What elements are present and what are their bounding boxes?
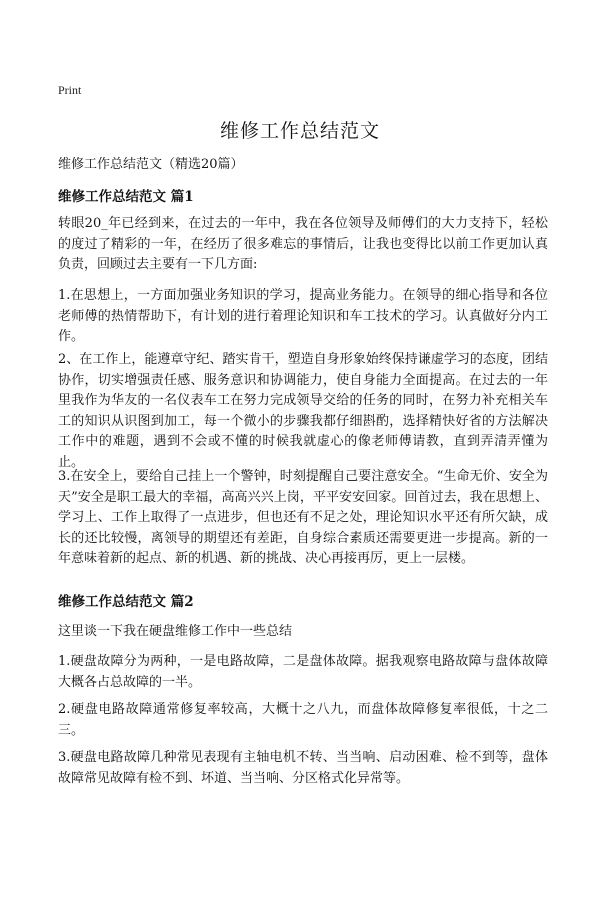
paragraph: 3.在安全上，要给自己挂上一个警钟，时刻提醒自己要注意安全。“生命无价、安全为天”安全是职工最大的幸福，高高兴兴上岗，平平安安回家。回首过去，我在思想上、学习上、工作上取得了一点进步，但也还有不足之处，理论知识水平还有所欠缺，成长的还比较慢，离领导的期望还有差距，自身综合素质还需要更进一步提高。新的一年意味着新的起点、新的机遇、新的挑战、决心再接再厉，更上一层楼。 <box>58 469 548 566</box>
paragraph: 转眼20_年已经到来，在过去的一年中，我在各位领导及师傅们的大力支持下，轻松的度过了精彩的一年，在经历了很多难忘的事情后，让我也变得比以前工作更加认真负责，回顾过去主要有一下几方面: <box>58 216 548 272</box>
paragraph: 这里谈一下我在硬盘维修工作中一些总结 <box>58 624 293 639</box>
print-link[interactable]: Print <box>58 83 82 97</box>
section-heading-2: 维修工作总结范文 篇2 <box>58 594 194 610</box>
paragraph: 3.硬盘电路故障几种常见表现有主轴电机不转、当当响、启动困难、检不到等，盘体故障常见故障有检不到、坏道、当当响、分区格式化异常等。 <box>58 750 548 786</box>
paragraph: 1.硬盘故障分为两种，一是电路故障，二是盘体故障。据我观察电路故障与盘体故障大概各占总故障的一半。 <box>58 654 548 690</box>
document-subtitle: 维修工作总结范文（精选20篇） <box>58 157 244 172</box>
document-title: 维修工作总结范文 <box>219 120 380 142</box>
paragraph: 2.硬盘电路故障通常修复率较高，大概十之八九，而盘体故障修复率很低，十之二三。 <box>58 702 548 738</box>
section-heading-1: 维修工作总结范文 篇1 <box>58 189 194 205</box>
paragraph: 2、在工作上，能遵章守纪、踏实肯干，塑造自身形象始终保持谦虚学习的态度，团结协作，切实增强责任感、服务意识和协调能力，使自身能力全面提高。在过去的一年里我作为华友的一名仪表车工在努力完成领导交给的任务的同时，在努力补充相关车工的知识从识图到加工，每一个微小的步骤我都仔细斟酌，选择精快好省的方法解决工作中的难题，遇到不会或不懂的时候我就虚心的像老师傅请教，直到弄清弄懂为止。 <box>58 352 548 470</box>
paragraph: 1.在思想上，一方面加强业务知识的学习，提高业务能力。在领导的细心指导和各位老师傅的热情帮助下，有计划的进行着理论知识和车工技术的学习。认真做好分内工作。 <box>58 288 548 344</box>
